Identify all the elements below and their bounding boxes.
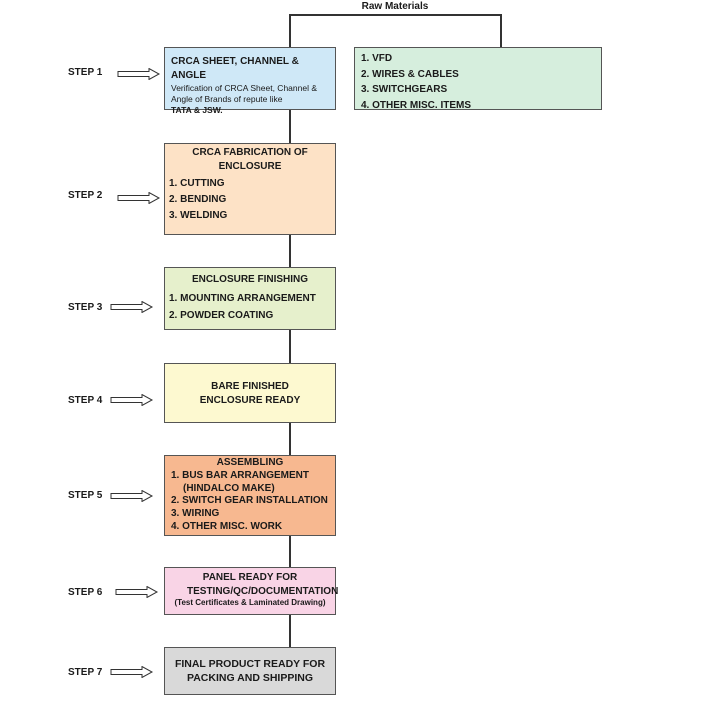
enclosure-finishing-item: 2. POWDER COATING xyxy=(169,310,274,321)
fabrication-box xyxy=(164,143,336,235)
final-product-box xyxy=(164,647,336,695)
arrow-right-icon xyxy=(117,68,161,80)
arrow-right-icon xyxy=(117,192,161,204)
bracket-top xyxy=(289,14,501,16)
step-4-label: STEP 4 xyxy=(68,395,103,406)
step-2-label: STEP 2 xyxy=(68,190,103,201)
arrow-right-icon xyxy=(115,586,159,598)
panel-ready-title: PANEL READY FOR TESTING/QC/DOCUMENTATION xyxy=(187,572,339,597)
arrow-right-icon xyxy=(110,394,154,406)
step-7-label: STEP 7 xyxy=(68,667,103,678)
arrow-right-icon xyxy=(110,301,154,313)
bracket-left xyxy=(289,14,291,47)
fabrication-title: CRCA FABRICATION OF ENCLOSURE xyxy=(192,147,308,172)
bracket-right xyxy=(500,14,502,47)
step-1-label: STEP 1 xyxy=(68,67,103,78)
assembling-item: 2. SWITCH GEAR INSTALLATION xyxy=(171,495,328,507)
fabrication-item: 3. WELDING xyxy=(169,210,228,221)
raw-material-item: 2. WIRES & CABLES xyxy=(361,68,459,80)
raw-material-item: 1. VFD xyxy=(361,53,393,64)
connector-2-3 xyxy=(289,235,291,267)
raw-materials-label: Raw Materials xyxy=(340,1,450,12)
assembling-item: 3. WIRING xyxy=(171,508,220,520)
connector-3-4 xyxy=(289,330,291,363)
assembling-item: 4. OTHER MISC. WORK xyxy=(171,520,283,532)
fabrication-item: 2. BENDING xyxy=(169,194,227,205)
fabrication-item: 1. CUTTING xyxy=(169,178,225,189)
final-product-title: FINAL PRODUCT READY FOR PACKING AND SHIPPING xyxy=(174,658,326,685)
raw-material-item: 4. OTHER MISC. ITEMS xyxy=(361,99,472,111)
arrow-right-icon xyxy=(110,490,154,502)
enclosure-finishing-box xyxy=(164,267,336,330)
panel-ready-box xyxy=(164,567,339,615)
assembling-item: 1. BUS BAR ARRANGEMENT xyxy=(171,469,309,481)
crca-sheet-title: CRCA SHEET, CHANNEL & ANGLE xyxy=(171,56,299,81)
connector-5-6 xyxy=(289,536,291,567)
crca-sheet-brands: TATA & JSW. xyxy=(171,105,223,116)
enclosure-finishing-title: ENCLOSURE FINISHING xyxy=(191,274,309,285)
enclosure-finishing-item: 1. MOUNTING ARRANGEMENT xyxy=(169,292,316,304)
bare-enclosure-title: BARE FINISHED ENCLOSURE READY xyxy=(199,381,301,406)
step-5-label: STEP 5 xyxy=(68,490,103,501)
assembling-item: (HINDALCO MAKE) xyxy=(183,482,275,494)
bare-enclosure-box xyxy=(164,363,336,423)
assembling-title: ASSEMBLING xyxy=(216,457,284,468)
connector-4-5 xyxy=(289,423,291,455)
arrow-right-icon xyxy=(110,666,154,678)
assembling-box xyxy=(164,455,336,536)
raw-material-item: 3. SWITCHGEARS xyxy=(361,84,448,95)
step-3-label: STEP 3 xyxy=(68,302,103,313)
connector-6-7 xyxy=(289,615,291,647)
raw-materials-box xyxy=(354,47,602,110)
panel-ready-note: (Test Certificates & Laminated Drawing) xyxy=(174,598,326,607)
crca-sheet-box xyxy=(164,47,336,116)
crca-sheet-description: Verification of CRCA Sheet, Channel & Angle of Brands of repute like xyxy=(171,83,317,105)
step-6-label: STEP 6 xyxy=(68,587,103,598)
